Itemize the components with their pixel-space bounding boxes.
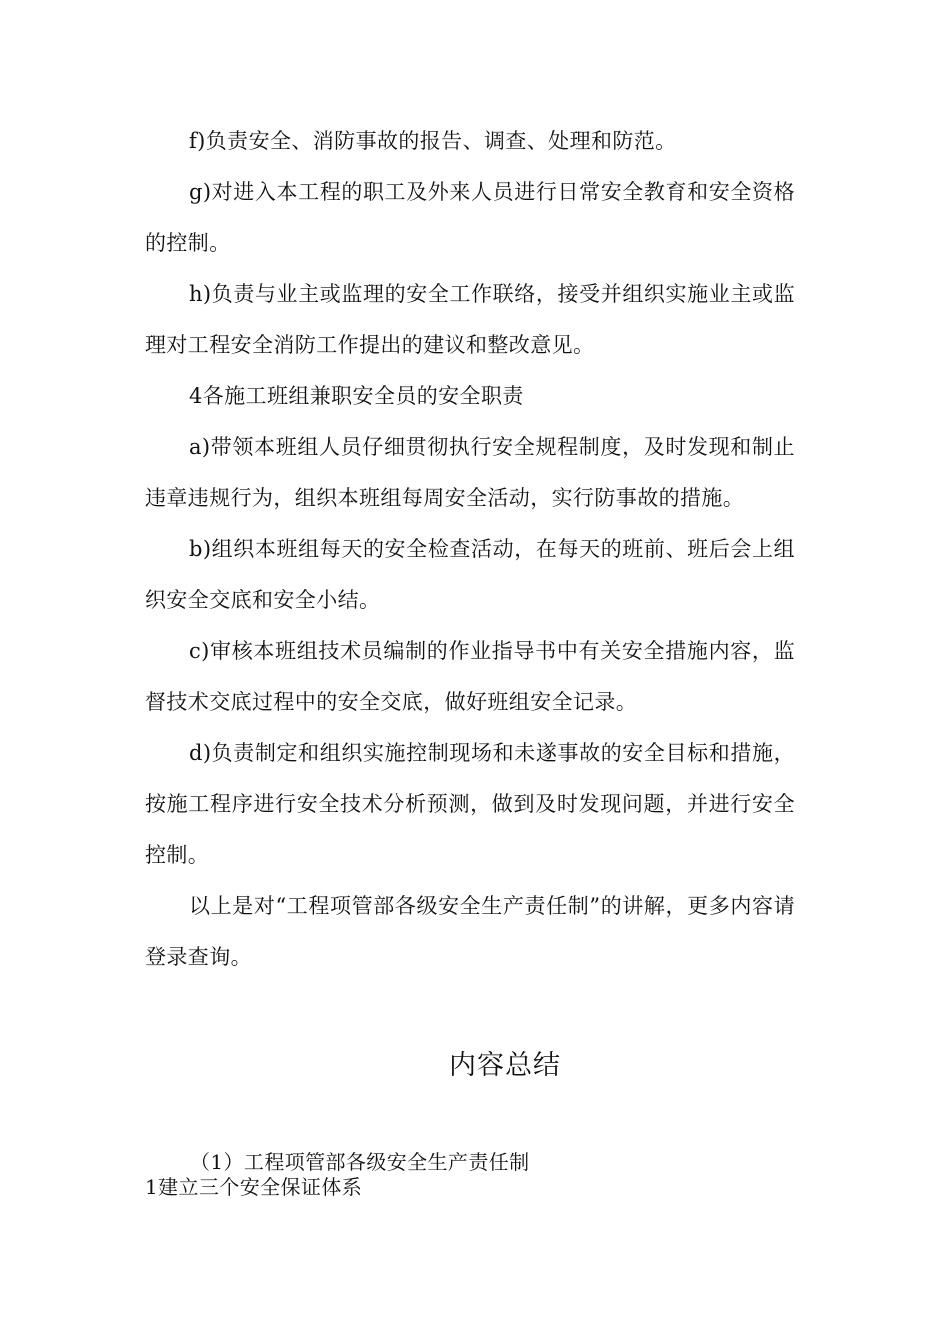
- paragraph-g: g)对进入本工程的职工及外来人员进行日常安全教育和安全资格的控制。: [145, 180, 795, 255]
- closing-paragraph: 以上是对“工程项管部各级安全生产责任制”的讲解，更多内容请登录查询。: [145, 894, 795, 969]
- paragraph-f: f)负责安全、消防事故的报告、调查、处理和防范。: [189, 129, 677, 153]
- summary-item: （1）工程项管部各级安全生产责任制: [190, 1150, 530, 1174]
- paragraph-a: a)带领本班组人员仔细贯彻执行安全规程制度，及时发现和制止违章违规行为，组织本班组每周安全活动，实行防事故的措施。: [145, 435, 795, 510]
- paragraph-d: d)负责制定和组织实施控制现场和未遂事故的安全目标和措施，按施工程序进行安全技术分析预测，做到及时发现问题，并进行安全控制。: [145, 741, 795, 867]
- summary-title: 内容总结: [449, 1050, 561, 1081]
- document-body: [145, 116, 795, 983]
- paragraph-h: h)负责与业主或监理的安全工作联络，接受并组织实施业主或监理对工程安全消防工作提出的建议和整改意见。: [145, 282, 795, 357]
- paragraph-b: b)组织本班组每天的安全检查活动，在每天的班前、班后会上组织安全交底和安全小结。: [145, 537, 795, 612]
- paragraph-c: c)审核本班组技术员编制的作业指导书中有关安全措施内容，监督技术交底过程中的安全交底，做好班组安全记录。: [145, 639, 795, 714]
- section-heading: 4各施工班组兼职安全员的安全职责: [189, 384, 524, 408]
- summary-item: 1建立三个安全保证体系: [145, 1175, 363, 1199]
